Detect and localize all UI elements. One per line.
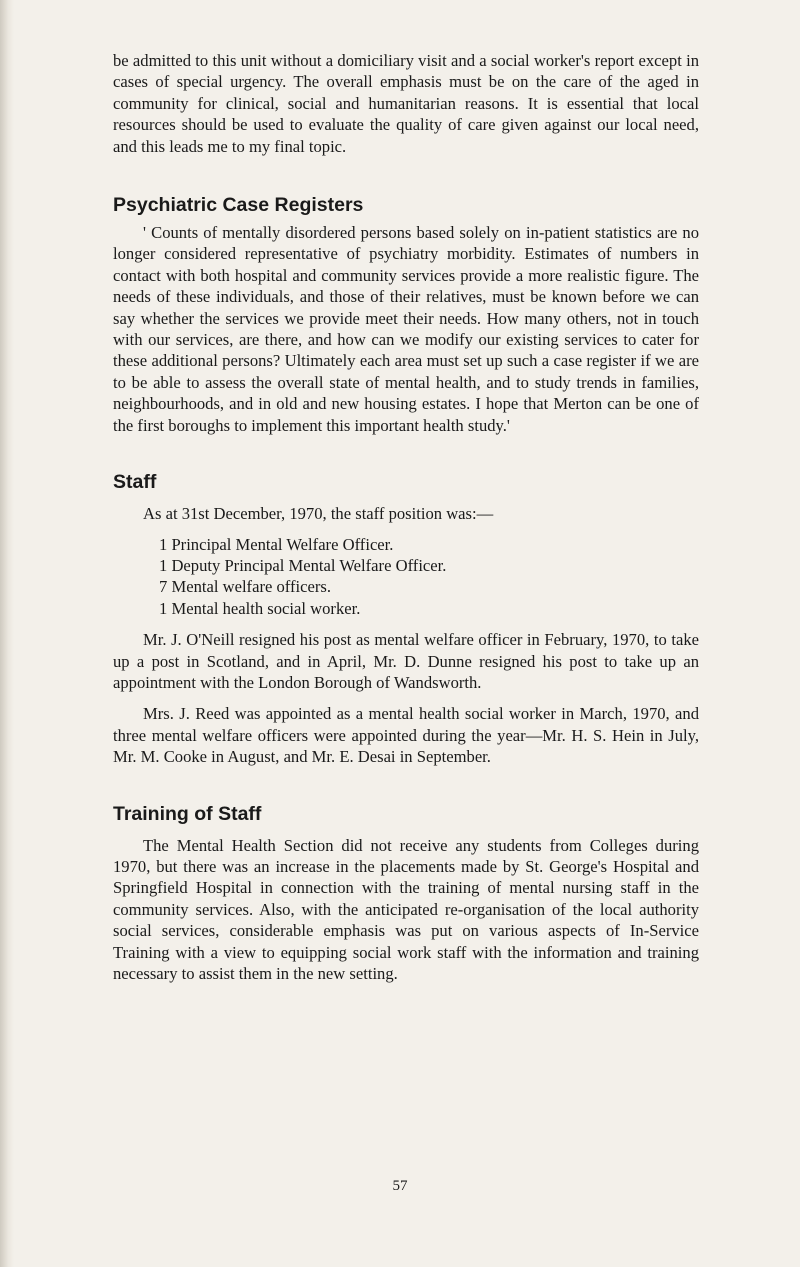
document-page <box>113 50 699 984</box>
staff-positions-list <box>113 534 699 620</box>
intro-paragraph: be admitted to this unit without a domiciliary visit and a social worker's report except in cases of special urgency. The overall emphasis must be on the care of the aged in community for clinical, social and humanitarian reasons. It is essential that local resources should be used to evaluate the quality of care given against our local need, and this leads me to my final topic. <box>113 51 699 156</box>
staff-position-item: 1 Deputy Principal Mental Welfare Officer. <box>159 555 447 575</box>
training-paragraph: The Mental Health Section did not receive any students from Colleges during 1970, but there was an increase in the placements made by St. George's Hospital and Springfield Hospital in connection with the training of mental nursing staff in the community services. Also, with the anticipated re-organisation of the local authority social services, considerable emphasis was put on various aspects of In-Service Training with a view to equipping social work staff with the information and training necessary to assist them in the new setting. <box>113 835 699 983</box>
staff-position-item: 1 Principal Mental Welfare Officer. <box>159 534 394 554</box>
staff-intro: As at 31st December, 1970, the staff position was:— <box>143 504 494 524</box>
staff-position-item: 1 Mental health social worker. <box>159 598 361 618</box>
staff-position-item: 7 Mental welfare officers. <box>159 577 332 597</box>
staff-heading: Staff <box>113 471 157 494</box>
staff-appointments-paragraph: Mrs. J. Reed was appointed as a mental health social worker in March, 1970, and three mental welfare officers were appointed during the year—Mr. H. S. Hein in July, Mr. M. Cooke in August, and Mr. E. Desai in September. <box>113 704 699 767</box>
staff-resignations-paragraph: Mr. J. O'Neill resigned his post as mental welfare officer in February, 1970, to take up a post in Scotland, and in April, Mr. D. Dunne resigned his post to take up an appointment with the London Borough of Wandsworth. <box>113 630 699 692</box>
training-heading: Training of Staff <box>113 802 262 825</box>
psychiatric-heading: Psychiatric Case Registers <box>113 194 364 217</box>
psychiatric-paragraph: ' Counts of mentally disordered persons based solely on in-patient statistics are no longer considered representative of psychiatry morbidity. Estimates of numbers in contact with both hospital and community services provide a more realistic figure. The needs of these individuals, and those of their relatives, must be known before we can say whether the services we provide meet their needs. How many others, not in touch with our services, are there, and how can we modify our existing services to cater for these additional persons? Ultimately each area must set up such a case register if we are to be able to assess the overall state of mental health, and to study trends in families, neighbourhoods, and in old and new housing estates. I hope that Merton can be one of the first boroughs to implement this important health study.' <box>113 223 699 435</box>
page-number: 57 <box>392 1178 408 1194</box>
page-binding-edge <box>0 0 14 1267</box>
